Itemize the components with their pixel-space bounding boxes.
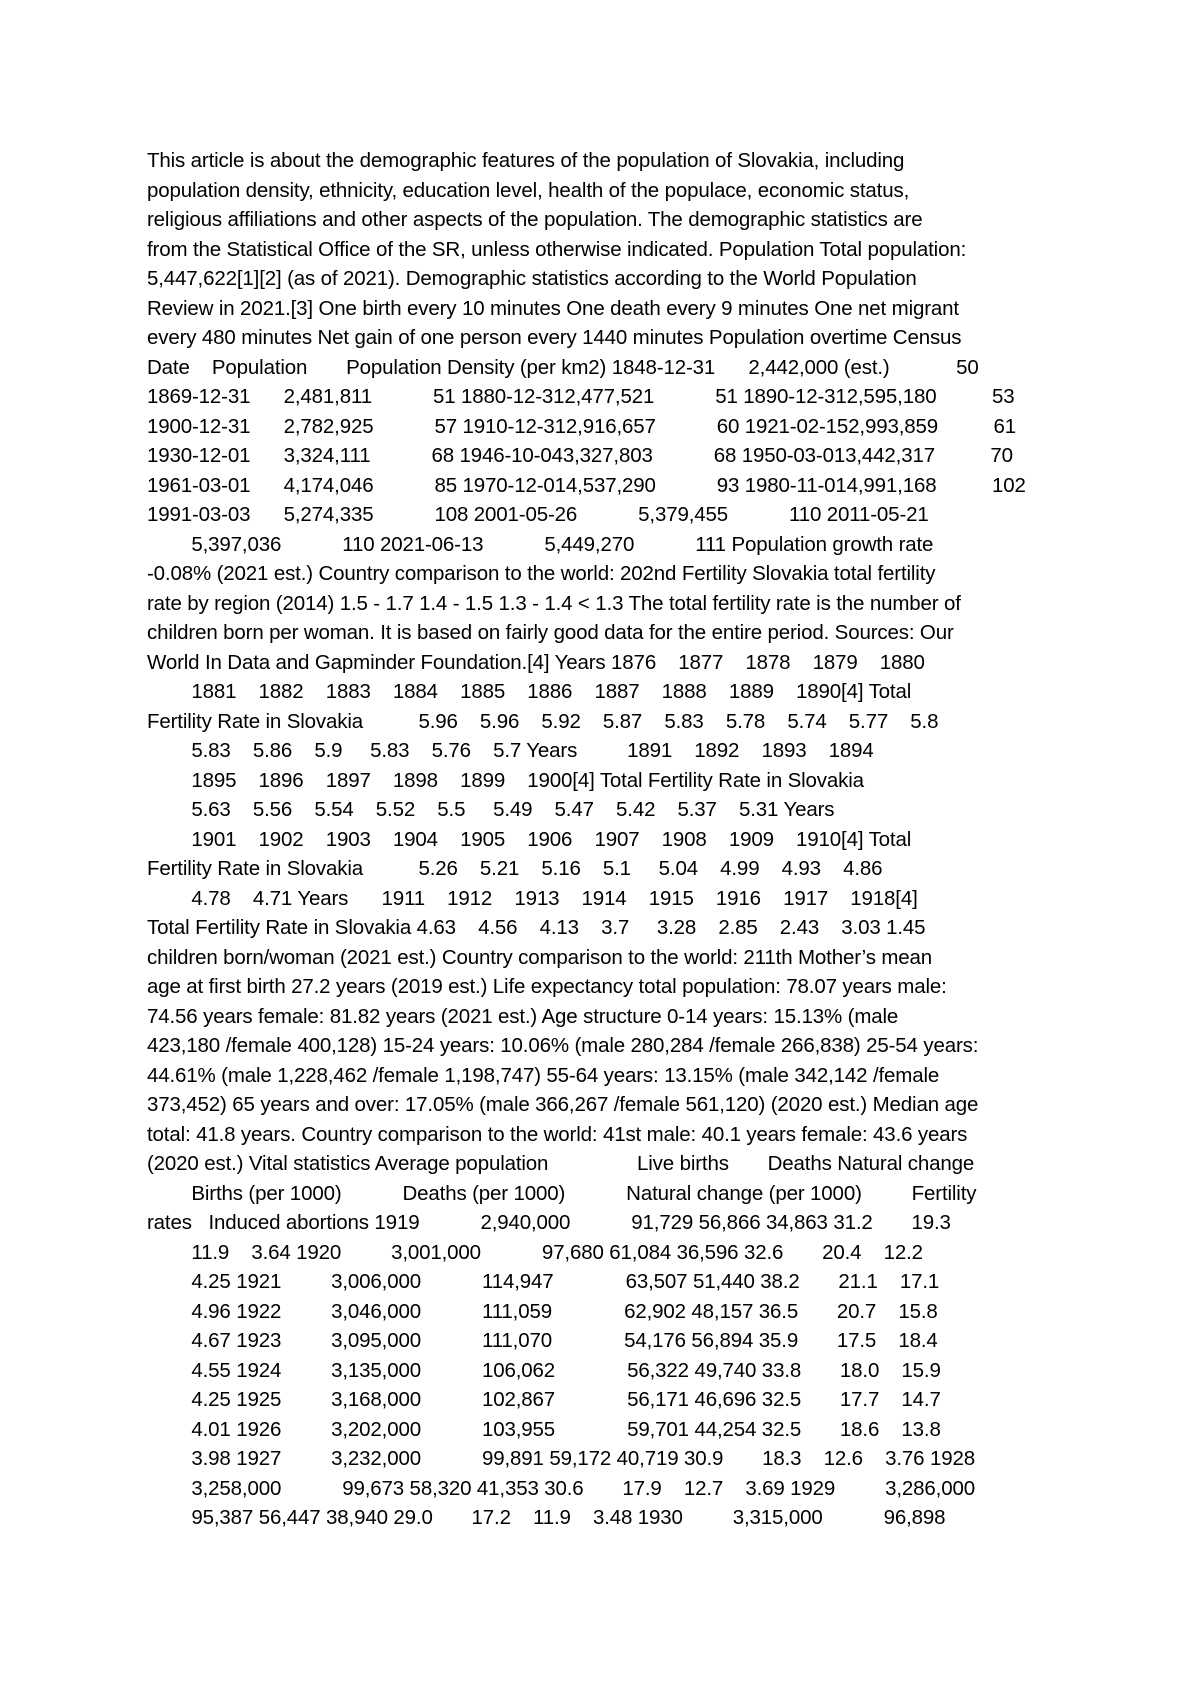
text-line: 74.56 years female: 81.82 years (2021 est.) Age structure 0-14 years: 15.13% (male bbox=[147, 1004, 899, 1028]
text-line: religious affiliations and other aspects of the population. The demographic statistics are bbox=[147, 208, 923, 231]
text-line: 5,447,622[1][2] (as of 2021). Demographic statistics according to the World Population bbox=[147, 267, 917, 290]
text-line: 44.61% (male 1,228,462 /female 1,198,747) 55-64 years: 13.15% (male 342,142 /female bbox=[147, 1063, 940, 1087]
text-line: 1895 1896 1897 1898 1899 1900[4] Total Fertility Rate in Slovakia bbox=[147, 768, 864, 792]
text-line: 1869-12-31 2,481,811 51 1880-12-312,477,521 51 1890-12-312,595,180 53 bbox=[147, 385, 1015, 408]
text-line: 4.55 1924 3,135,000 106,062 56,322 49,740 33.8 18.0 15.9 bbox=[147, 1358, 941, 1382]
text-line: 4.96 1922 3,046,000 111,059 62,902 48,157 36.5 20.7 15.8 bbox=[147, 1299, 938, 1323]
text-line: 4.25 1925 3,168,000 102,867 56,171 46,696 32.5 17.7 14.7 bbox=[147, 1388, 941, 1411]
text-line: 4.01 1926 3,202,000 103,955 59,701 44,254 32.5 18.6 13.8 bbox=[147, 1417, 941, 1441]
text-line: 1901 1902 1903 1904 1905 1906 1907 1908 1909 1910[4] Total bbox=[147, 827, 912, 851]
text-line: 1900-12-31 2,782,925 57 1910-12-312,916,657 60 1921-02-152,993,859 61 bbox=[147, 414, 1016, 438]
text-line: rate by region (2014) 1.5 - 1.7 1.4 - 1.5 1.3 - 1.4 < 1.3 The total fertility rate is the number of bbox=[147, 591, 961, 615]
text-line: 4.67 1923 3,095,000 111,070 54,176 56,894 35.9 17.5 18.4 bbox=[147, 1329, 938, 1352]
article-body bbox=[147, 146, 1157, 1533]
text-line: 1961-03-01 4,174,046 85 1970-12-014,537,290 93 1980-11-014,991,168 102 bbox=[147, 473, 1026, 497]
text-line: Total Fertility Rate in Slovakia 4.63 4.56 4.13 3.7 3.28 2.85 2.43 3.03 1.45 bbox=[147, 916, 926, 939]
text-line: 5.83 5.86 5.9 5.83 5.76 5.7 Years 1891 1892 1893 1894 bbox=[147, 739, 874, 762]
text-line: 4.78 4.71 Years 1911 1912 1913 1914 1915 1916 1917 1918[4] bbox=[147, 886, 918, 910]
text-line: (2020 est.) Vital statistics Average population Live births Deaths Natural change bbox=[147, 1152, 975, 1175]
text-line: Births (per 1000) Deaths (per 1000) Natural change (per 1000) Fertility bbox=[147, 1181, 977, 1205]
text-line: This article is about the demographic features of the population of Slovakia, including bbox=[147, 149, 905, 172]
text-line: 1991-03-03 5,274,335 108 2001-05-26 5,379,455 110 2011-05-21 bbox=[147, 503, 929, 526]
text-line: Review in 2021.[3] One birth every 10 minutes One death every 9 minutes One net migrant bbox=[147, 296, 959, 320]
text-line: rates Induced abortions 1919 2,940,000 91,729 56,866 34,863 31.2 19.3 bbox=[147, 1211, 951, 1234]
text-line: every 480 minutes Net gain of one person every 1440 minutes Population overtime Census bbox=[147, 326, 962, 349]
text-line: 11.9 3.64 1920 3,001,000 97,680 61,084 36,596 32.6 20.4 12.2 bbox=[147, 1240, 923, 1264]
text-line: age at first birth 27.2 years (2019 est.) Life expectancy total population: 78.07 years male: bbox=[147, 975, 947, 998]
text-line: Date Population Population Density (per km2) 1848-12-31 2,442,000 (est.) 50 bbox=[147, 355, 979, 379]
text-line: 95,387 56,447 38,940 29.0 17.2 11.9 3.48 1930 3,315,000 96,898 bbox=[147, 1506, 946, 1529]
text-line: -0.08% (2021 est.) Country comparison to the world: 202nd Fertility Slovakia total fertility bbox=[147, 562, 936, 585]
text-line: children born/woman (2021 est.) Country comparison to the world: 211th Mother’s mean bbox=[147, 945, 933, 969]
text-line: 423,180 /female 400,128) 15-24 years: 10.06% (male 280,284 /female 266,838) 25-54 years: bbox=[147, 1034, 979, 1057]
text-line: 1881 1882 1883 1884 1885 1886 1887 1888 1889 1890[4] Total bbox=[147, 680, 912, 703]
text-line: from the Statistical Office of the SR, unless otherwise indicated. Population Total population: bbox=[147, 237, 967, 261]
text-line: Fertility Rate in Slovakia 5.96 5.96 5.92 5.87 5.83 5.78 5.74 5.77 5.8 bbox=[147, 709, 939, 733]
text-line: 3,258,000 99,673 58,320 41,353 30.6 17.9 12.7 3.69 1929 3,286,000 bbox=[147, 1476, 975, 1500]
text-line: World In Data and Gapminder Foundation.[4] Years 1876 1877 1878 1879 1880 bbox=[147, 650, 925, 674]
text-line: 5,397,036 110 2021-06-13 5,449,270 111 Population growth rate bbox=[147, 532, 934, 556]
text-line: total: 41.8 years. Country comparison to the world: 41st male: 40.1 years female: 43.6 years bbox=[147, 1122, 968, 1146]
text-line: Fertility Rate in Slovakia 5.26 5.21 5.16 5.1 5.04 4.99 4.93 4.86 bbox=[147, 857, 883, 880]
text-line: 4.25 1921 3,006,000 114,947 63,507 51,440 38.2 21.1 17.1 bbox=[147, 1270, 940, 1293]
text-line: 373,452) 65 years and over: 17.05% (male 366,267 /female 561,120) (2020 est.) Median age bbox=[147, 1093, 979, 1116]
text-line: 3.98 1927 3,232,000 99,891 59,172 40,719 30.9 18.3 12.6 3.76 1928 bbox=[147, 1447, 975, 1470]
text-line: 1930-12-01 3,324,111 68 1946-10-043,327,803 68 1950-03-013,442,317 70 bbox=[147, 444, 1013, 467]
text-line: children born per woman. It is based on fairly good data for the entire period. Sources: Our bbox=[147, 621, 954, 644]
text-line: population density, ethnicity, education level, health of the populace, economic status, bbox=[147, 178, 910, 202]
text-line: 5.63 5.56 5.54 5.52 5.5 5.49 5.47 5.42 5.37 5.31 Years bbox=[147, 798, 835, 821]
